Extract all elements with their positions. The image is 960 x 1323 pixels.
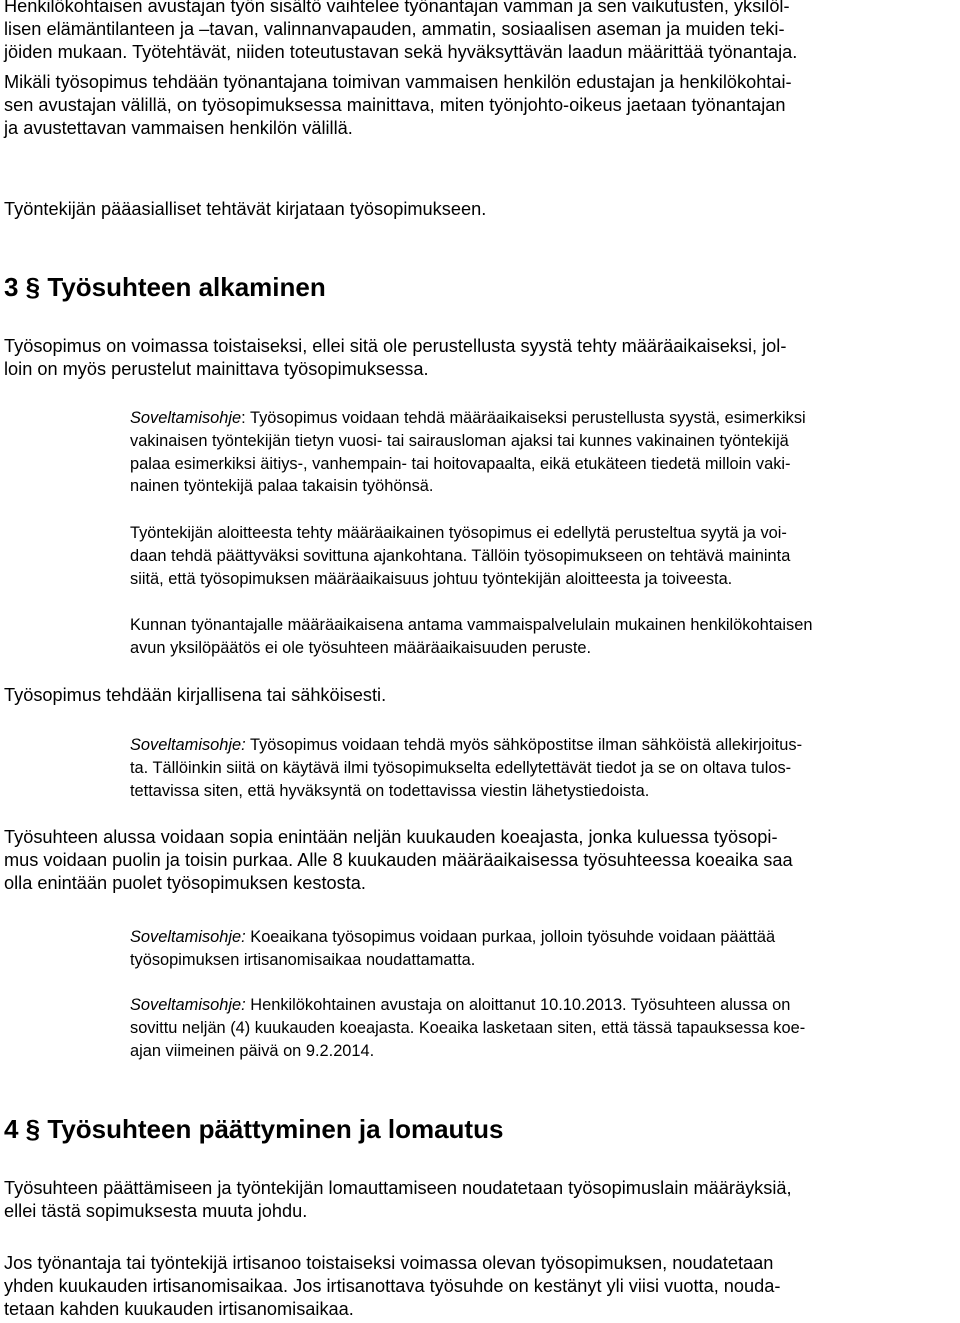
section-3-guideline-1 — [130, 407, 806, 498]
section-3-heading: 3 § Työsuhteen alkaminen — [4, 272, 326, 302]
guideline-label: Soveltamisohje: — [130, 996, 246, 1014]
intro-paragraph-1: Henkilökohtaisen avustajan työn sisältö vaihtelee työnantajan vamman ja sen vaikutusten, yksilöl- lisen elämäntilanteen ja –tavan, valinnanvapauden, ammatin, sosiaalisen aseman ja muiden teki- jöiden mukaan. Työtehtävät, niiden toteutustavan sekä hyväksyttävän laadun määrittää työnantaja. — [4, 0, 798, 63]
section-3-guideline-3: Kunnan työnantajalle määräaikaisena antama vammaispalvelulain mukainen henkilökohtaisen avun yksilöpäätös ei ole työsuhteen määräaikaisuuden peruste. — [130, 616, 813, 657]
guideline-label: Soveltamisohje: — [130, 928, 246, 946]
guideline-text: Henkilökohtainen avustaja on aloittanut 10.10.2013. Työsuhteen alussa on sovittu neljän (4) kuukauden koeajasta. Koeaika lasketaan siten, että tässä tapauksessa koe- ajan viimeinen päivä on 9.2.2014. — [130, 996, 806, 1060]
guideline-label: Soveltamisohje — [130, 409, 242, 427]
section-4-paragraph-2: Jos työnantaja tai työntekijä irtisanoo toistaiseksi voimassa olevan työsopimuksen, noudatetaan yhden kuukauden irtisanomisaikaa. Jos irtisanottava työsuhde on kestänyt yli viisi vuotta, nouda- tetaan kahden kuukauden irtisanomisaikaa. — [4, 1253, 781, 1320]
section-4-paragraph-1: Työsuhteen päättämiseen ja työntekijän lomauttamiseen noudatetaan työsopimuslain määräyksiä, ellei tästä sopimuksesta muuta johdu. — [4, 1178, 792, 1222]
section-3-guideline-5 — [130, 926, 775, 972]
section-3-guideline-4 — [130, 734, 802, 802]
guideline-text: Työsopimus voidaan tehdä myös sähköpostitse ilman sähköistä allekirjoitus- ta. Tällöinkin siitä on käytävä ilmi työsopimukselta edellytettävät tiedot ja se on oltava tulos- tettavissa siten, että hyväksyntä on todettavissa viestin lähetystiedoista. — [130, 736, 803, 800]
section-4-heading: 4 § Työsuhteen päättyminen ja lomautus — [4, 1114, 504, 1144]
section-3-guideline-2: Työntekijän aloitteesta tehty määräaikainen työsopimus ei edellytä perusteltua syytä ja voi- daan tehdä päättyväksi sovittuna ajankohtana. Tällöin työsopimukseen on tehtävä maininta siitä, että työsopimuksen määräaikaisuus johtuu työntekijän aloitteesta ja toiveesta. — [130, 524, 791, 588]
intro-paragraph-2: Mikäli työsopimus tehdään työnantajana toimivan vammaisen henkilön edustajan ja henkilökohtai- sen avustajan välillä, on työsopimuksessa mainittava, miten työnjohto-oikeus jaetaan työnantajan ja avustettavan vammaisen henkilön välillä. — [4, 72, 792, 139]
section-3-paragraph-3: Työsuhteen alussa voidaan sopia enintään neljän kuukauden koeajasta, jonka kuluessa työsopi- mus voidaan puolin ja toisin purkaa. Alle 8 kuukauden määräaikaisessa työsuhteessa koeaika saa olla enintään puolet työsopimuksen kestosta. — [4, 827, 793, 894]
section-3-paragraph-2: Työsopimus tehdään kirjallisena tai sähköisesti. — [4, 685, 387, 705]
guideline-label: Soveltamisohje: — [130, 736, 246, 754]
guideline-text: Koeaikana työsopimus voidaan purkaa, jolloin työsuhde voidaan päättää työsopimuksen irtisanomisaikaa noudattamatta. — [130, 928, 776, 969]
section-3-paragraph-1: Työsopimus on voimassa toistaiseksi, ellei sitä ole perustellusta syystä tehty määräaikaiseksi, jol- loin on myös perustelut mainittava työsopimuksessa. — [4, 336, 787, 380]
section-3-guideline-6 — [130, 994, 805, 1062]
intro-paragraph-3: Työntekijän pääasialliset tehtävät kirjataan työsopimukseen. — [4, 199, 487, 219]
guideline-text: : Työsopimus voidaan tehdä määräaikaiseksi perustellusta syystä, esimerkiksi vakinaisen työntekijän tietyn vuosi- tai sairausloman ajaksi tai kunnes vakinainen työntekijä palaa esimerkiksi äitiys-, vanhempain- tai hoitovapaalta, eikä etukäteen tiedetä milloin vaki- nainen työntekijä palaa takaisin työhönsä. — [130, 409, 806, 496]
